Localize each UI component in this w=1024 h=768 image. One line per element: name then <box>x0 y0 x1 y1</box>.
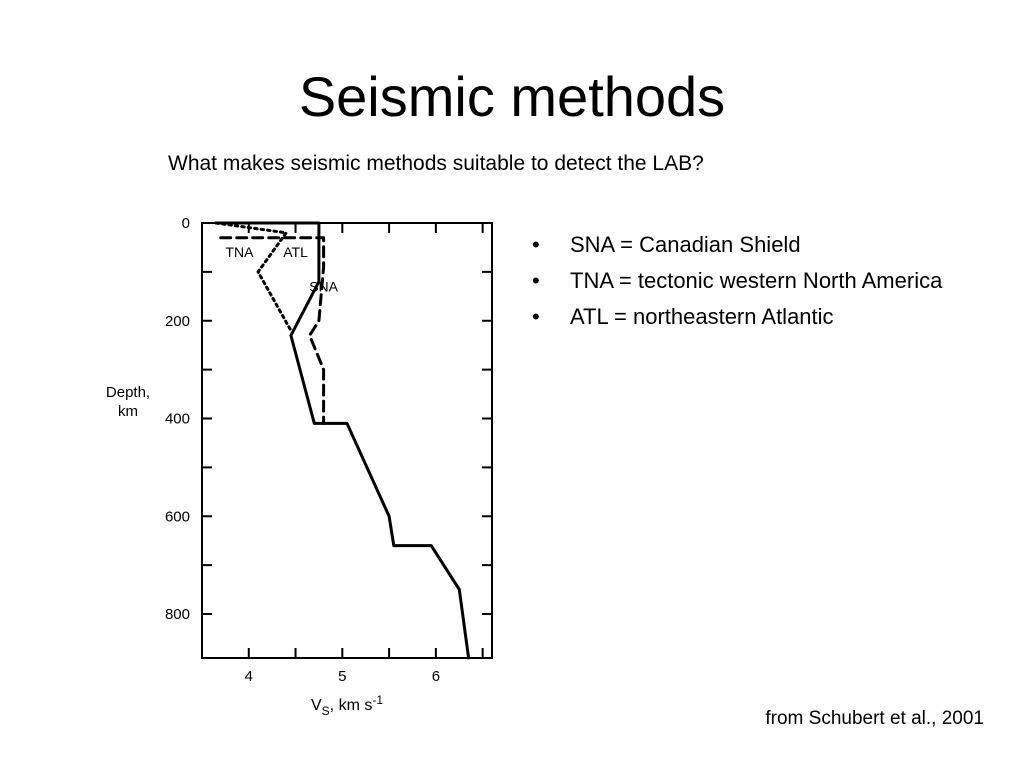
series-annotation-sna: SNA <box>309 278 339 295</box>
series-line-tna <box>216 223 469 658</box>
plot-frame <box>202 223 492 658</box>
x-axis-label: $V_S$, km $s^{-1}$ <box>310 693 384 715</box>
vs-depth-chart <box>90 205 510 715</box>
source-citation: from Schubert et al., 2001 <box>765 708 984 729</box>
bullet-item-tna: • TNA = tectonic western North America <box>530 266 950 296</box>
y-tick-label: 600 <box>164 508 190 526</box>
y-axis-label: Depth, <box>105 384 151 401</box>
x-tick-label: 6 <box>431 668 441 685</box>
bullet-item-sna: • SNA = Canadian Shield <box>530 230 950 260</box>
series-annotation-tna: TNA <box>225 244 254 261</box>
y-axis-label: km <box>118 403 138 420</box>
series-annotation-atl: ATL <box>283 244 308 261</box>
slide-subtitle: What makes seismic methods suitable to detect the LAB? <box>168 152 704 175</box>
y-tick-label: 200 <box>164 312 190 330</box>
y-tick-label: 400 <box>164 410 190 428</box>
x-tick-label: 4 <box>244 668 253 685</box>
bullet-item-atl: • ATL = northeastern Atlantic <box>530 302 950 332</box>
y-tick-label: 0 <box>181 215 190 232</box>
slide-title: Seismic methods <box>298 65 726 128</box>
bullet-list <box>530 230 950 338</box>
x-tick-label: 5 <box>338 668 347 685</box>
y-tick-label: 800 <box>164 606 190 624</box>
